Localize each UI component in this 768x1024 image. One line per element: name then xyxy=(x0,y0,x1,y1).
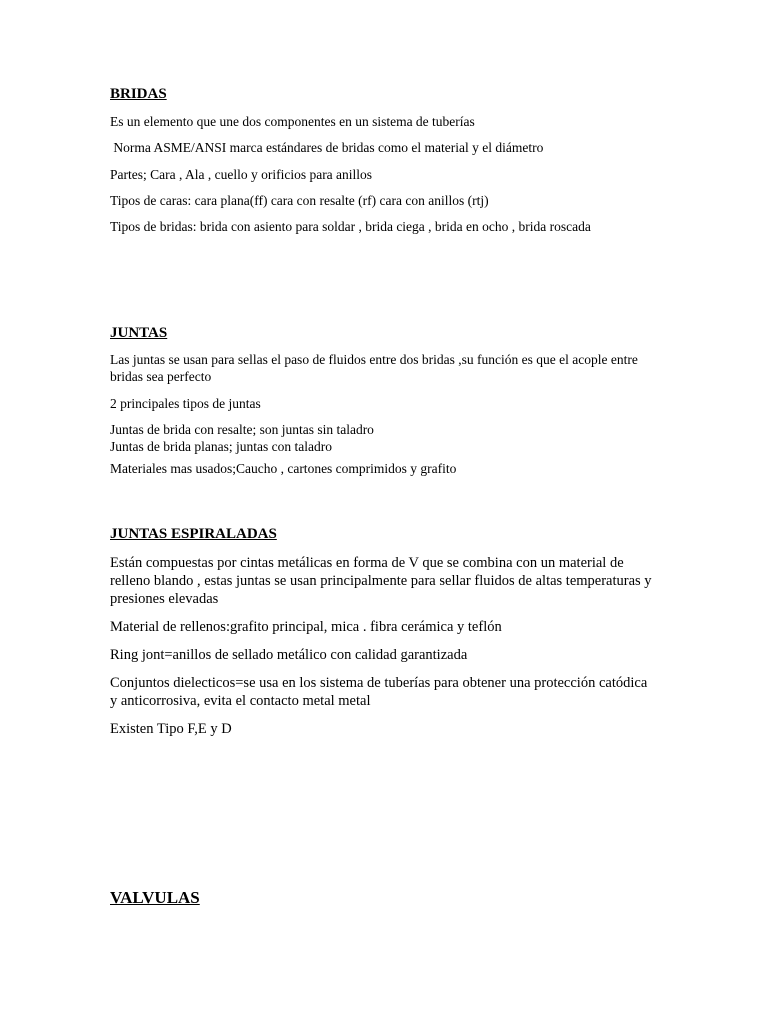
espiraladas-paragraph-1: Están compuestas por cintas metálicas en forma de V que se combina con un material de relleno blando , estas juntas se usan principalmente para sellar fluidos de altas temperaturas y presiones elevadas xyxy=(110,555,652,607)
espiraladas-paragraph-4: Conjuntos dielecticos=se usa en los sistema de tuberías para obtener una protección catódica y anticorrosiva, evita el contacto metal metal xyxy=(110,675,648,709)
section-heading-juntas-espiraladas: JUNTAS ESPIRALADAS xyxy=(110,526,277,542)
bridas-paragraph-5: Tipos de bridas: brida con asiento para soldar , brida ciega , brida en ocho , brida roscada xyxy=(110,219,591,234)
espiraladas-paragraph-2: Material de rellenos:grafito principal, mica . fibra cerámica y teflón xyxy=(110,619,502,635)
juntas-paragraph-2: 2 principales tipos de juntas xyxy=(110,396,261,411)
bridas-paragraph-2: Norma ASME/ANSI marca estándares de bridas como el material y el diámetro xyxy=(110,140,544,155)
espiraladas-paragraph-3: Ring jont=anillos de sellado metálico con calidad garantizada xyxy=(110,647,468,663)
section-heading-bridas: BRIDAS xyxy=(110,86,167,102)
juntas-paragraph-5: Materiales mas usados;Caucho , cartones comprimidos y grafito xyxy=(110,461,457,476)
section-heading-juntas: JUNTAS xyxy=(110,325,168,341)
bridas-paragraph-4: Tipos de caras: cara plana(ff) cara con resalte (rf) cara con anillos (rtj) xyxy=(110,193,489,208)
section-heading-valvulas: VALVULAS xyxy=(110,888,200,907)
juntas-paragraph-1: Las juntas se usan para sellas el paso de fluidos entre dos bridas ,su función es que el acople entre bridas sea perfecto xyxy=(110,352,638,384)
espiraladas-paragraph-5: Existen Tipo F,E y D xyxy=(110,721,232,737)
bridas-paragraph-3: Partes; Cara , Ala , cuello y orificios para anillos xyxy=(110,167,373,182)
bridas-paragraph-1: Es un elemento que une dos componentes en un sistema de tuberías xyxy=(110,114,475,129)
juntas-paragraph-3: Juntas de brida con resalte; son juntas sin taladro xyxy=(110,422,374,437)
juntas-paragraph-4: Juntas de brida planas; juntas con taladro xyxy=(110,439,332,454)
